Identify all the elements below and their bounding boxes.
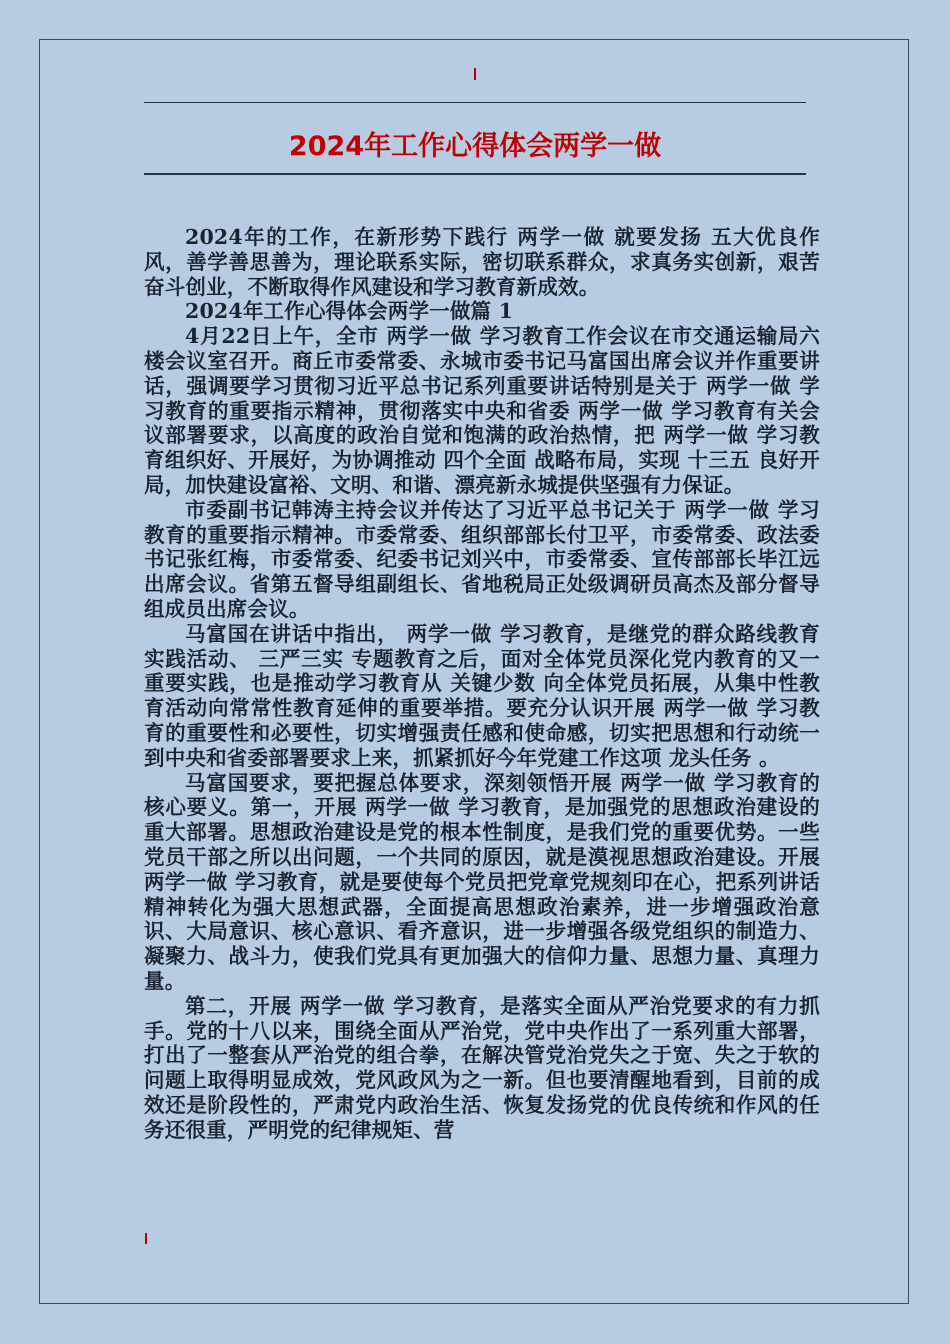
paragraph: 马富国要求，要把握总体要求，深刻领悟开展 两学一做 学习教育的核心要义。第一，开展 两学一做 学习教育，是加强党的思想政治建设的重大部署。思想政治建设是党的根本性制度，是我们党的重要优势。一些党员干部之所以出问题，一个共同的原因，就是漠视思想政治建设。开展 两学一做 学习教育，就是要使每个党员把党章党规刻印在心，把系列讲话精神转化为强大思想武器，全面提高思想政治素养，进一步增强政治意识、大局意识、核心意识、看齐意识，进一步增强各级党组织的制造力、凝聚力、战斗力，使我们党具有更加强大的信仰力量、思想力量、真理力量。	[144, 770, 820, 993]
document-title: 2024年工作心得体会两学一做	[288, 131, 662, 162]
section-heading: 2024年工作心得体会两学一做篇 1	[185, 299, 514, 324]
paragraph: 2024年的工作，在新形势下践行 两学一做 就要发扬 五大优良作风，善学善思善为，理论联系实际，密切联系群众，求真务实创新，艰苦奋斗创业，不断取得作风建设和学习教育新成效。	[144, 225, 820, 299]
paragraph: 第二，开展 两学一做 学习教育，是落实全面从严治党要求的有力抓手。党的十八以来，围绕全面从严治党，党中央作出了一系列重大部署，打出了一整套从严治党的组合拳，在解决管党治党失之于宽、失之于软的问题上取得明显成效，党风政风为之一新。但也要清醒地看到，目前的成效还是阶段性的，严肃党内政治生活、恢复发扬党的优良传统和作风的任务还很重，严明党的纪律规矩、营	[144, 993, 820, 1142]
header-marker	[474, 68, 476, 80]
paragraph: 市委副书记韩涛主持会议并传达了习近平总书记关于 两学一做 学习教育的重要指示精神。市委常委、组织部部长付卫平，市委常委、政法委书记张红梅，市委常委、纪委书记刘兴中，市委常委、宣传部部长毕江远出席会议。省第五督导组副组长、省地税局正处级调研员高杰及部分督导组成员出席会议。	[144, 497, 820, 621]
document-body	[144, 225, 820, 1142]
title-rule	[144, 173, 806, 175]
footer-marker	[145, 1233, 147, 1244]
paragraph: 4月22日上午，全市 两学一做 学习教育工作会议在市交通运输局六楼会议室召开。商丘市委常委、永城市委书记马富国出席会议并作重要讲话，强调要学习贯彻习近平总书记系列重要讲话特别是关于 两学一做 学习教育的重要指示精神，贯彻落实中央和省委 两学一做 学习教育有关会议部署要求，以高度的政治自觉和饱满的政治热情，把 两学一做 学习教育组织好、开展好，为协调推动 四个全面 战略布局，实现 十三五 良好开局，加快建设富裕、文明、和谐、漂亮新永城提供坚强有力保证。	[144, 324, 820, 497]
paragraph: 马富国在讲话中指出， 两学一做 学习教育，是继党的群众路线教育实践活动、 三严三实 专题教育之后，面对全体党员深化党内教育的又一重要实践，也是推动学习教育从 关键少数 向全体党员拓展，从集中性教育活动向常常性教育延伸的重要举措。要充分认识开展 两学一做 学习教育的重要性和必要性，切实增强责任感和使命感，切实把思想和行动统一到中央和省委部署要求上来，抓紧抓好今年党建工作这项 龙头任务 。	[144, 621, 820, 770]
header-rule	[144, 102, 806, 103]
